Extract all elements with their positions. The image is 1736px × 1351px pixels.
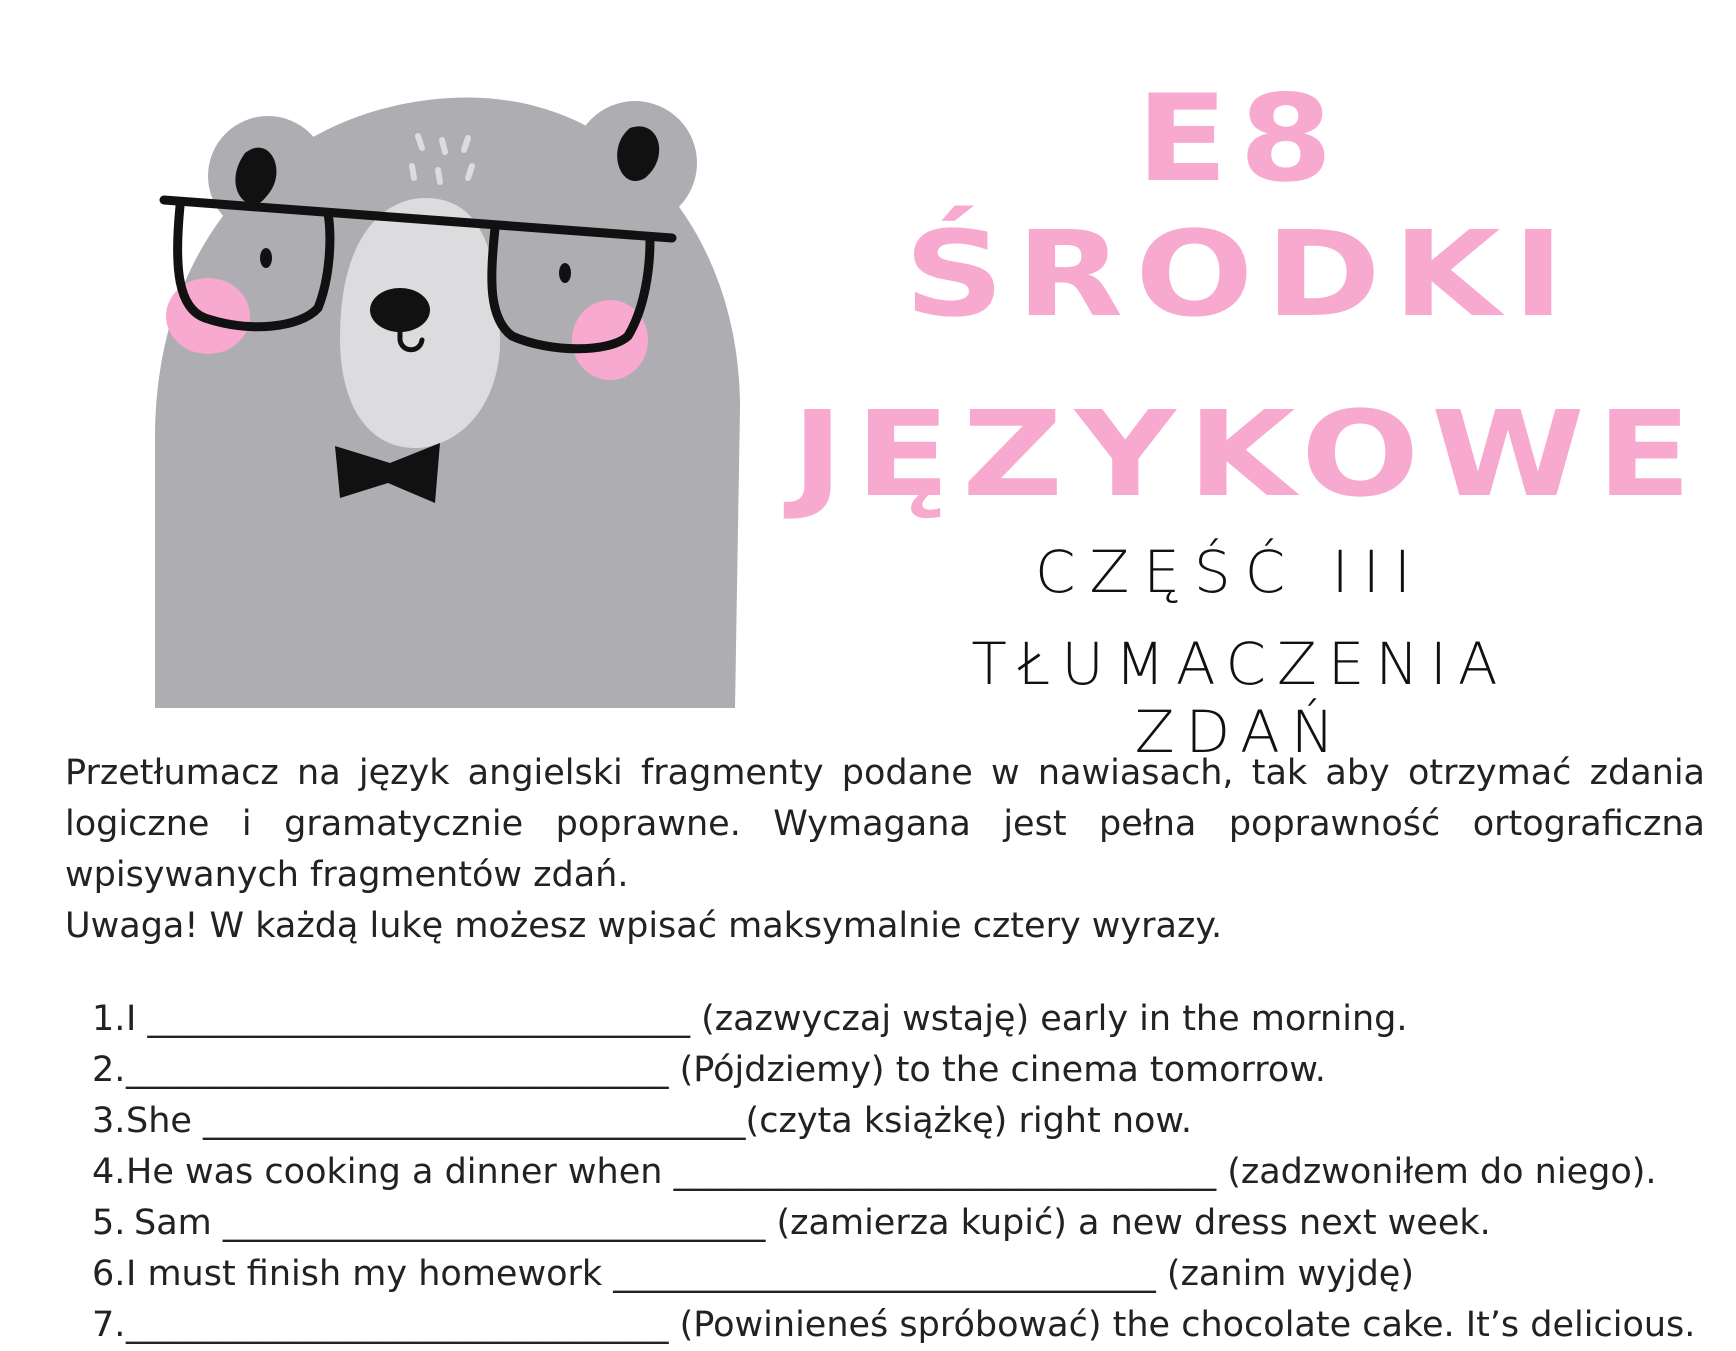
exercise-text: He was cooking a dinner when _______________________________ (zadzwoniłem do niego). [126, 1152, 1657, 1192]
exercise-item [92, 1249, 1695, 1300]
exercise-item [92, 1198, 1695, 1249]
exercise-text: She _______________________________(czyta książkę) right now. [126, 1101, 1192, 1141]
exercise-text: _______________________________ (Powinieneś spróbować) the chocolate cake. It’s delicious. [126, 1305, 1696, 1345]
subtitle-line-2: TŁUMACZENIA ZDAŃ [971, 630, 1509, 766]
exercise-number: 6. [92, 1254, 126, 1294]
instructions-paragraph: Przetłumacz na język angielski fragmenty podane w nawiasach, tak aby otrzymać zdania logiczne i gramatycznie poprawne. Wymagana jest pełna poprawność ortograficzna wpisywanych fragmentów zdań. [65, 753, 1705, 895]
exercise-item [92, 1045, 1695, 1096]
title-line-1: E8 [1136, 70, 1344, 209]
exercise-number: 7. [92, 1305, 126, 1345]
exercise-text: I _______________________________ (zazwyczaj wstaję) early in the morning. [126, 999, 1408, 1039]
instructions [65, 748, 1705, 952]
exercise-text: Sam _______________________________ (zamierza kupić) a new dress next week. [134, 1203, 1491, 1243]
title-line-3: JĘZYKOWE [791, 385, 1704, 523]
exercise-number: 5. [92, 1203, 126, 1243]
exercise-list [92, 994, 1695, 1351]
instructions-note: Uwaga! W każdą lukę możesz wpisać maksymalnie cztery wyrazy. [65, 906, 1223, 946]
exercise-text: _______________________________ (Pójdziemy) to the cinema tomorrow. [126, 1050, 1326, 1090]
exercise-number: 4. [92, 1152, 126, 1192]
exercise-item [92, 994, 1695, 1045]
exercise-number: 3. [92, 1101, 126, 1141]
exercise-number: 1. [92, 999, 126, 1039]
exercise-item [92, 1300, 1695, 1351]
exercise-text: I must finish my homework _______________________________ (zanim wyjdę) [126, 1254, 1414, 1294]
subtitle-line-1: CZĘŚĆ III [1035, 538, 1425, 606]
exercise-number: 2. [92, 1050, 126, 1090]
title-line-2: ŚRODKI [904, 205, 1576, 343]
exercise-item [92, 1096, 1695, 1147]
bear-with-glasses-icon [150, 78, 760, 708]
exercise-item [92, 1147, 1695, 1198]
